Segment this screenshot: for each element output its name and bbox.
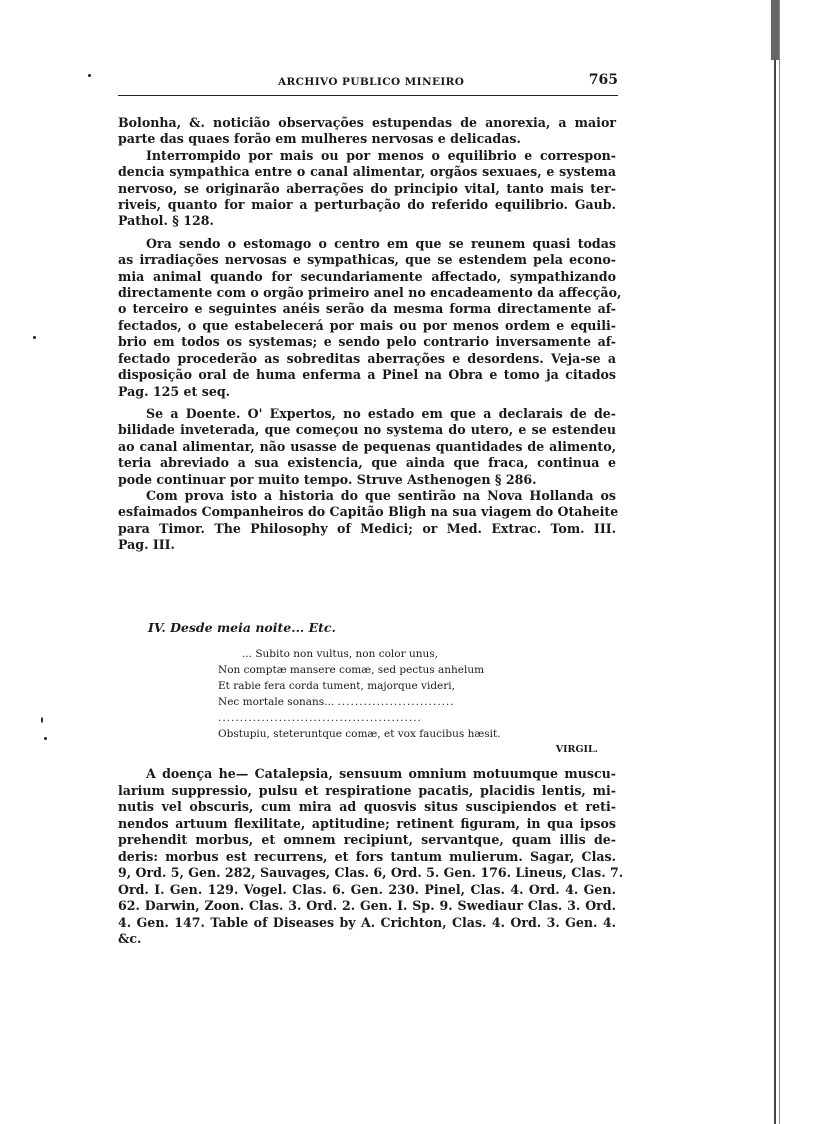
ellipsis-line: ............................................... <box>218 712 422 724</box>
page-edge-line <box>779 0 780 1124</box>
text-line: &c. <box>118 931 142 946</box>
text-line: nendos artuum flexilitate, aptitudine; retinent figuram, in qua ipsos <box>118 815 616 831</box>
text-line: 9, Ord. 5, Gen. 282, Sauvages, Clas. 6, Ord. 5. Gen. 176. Lineus, Clas. 7. <box>118 865 624 880</box>
paragraph <box>118 115 616 148</box>
text-line: Se a Doente. O' Expertos, no estado em que a declarais de de- <box>146 405 616 421</box>
verse-line: Non comptæ mansere comæ, sed pectus anhelum <box>218 664 485 676</box>
ellipsis-dots: ........................... <box>337 696 455 708</box>
text-line: bilidade inveterada, que começou no systema do utero, e se estendeu <box>118 422 616 438</box>
latin-verse-quote <box>218 646 598 758</box>
margin-mark <box>33 336 36 339</box>
text-line: disposição oral de huma enferma a Pinel na Obra e tomo ja citados <box>118 367 616 383</box>
text-line: as irradiações nervosas e sympathicas, que se estendem pela econo- <box>118 252 616 268</box>
text-line: prehendit morbus, et omnem recipiunt, servantque, quam illis de- <box>118 832 616 847</box>
page-header <box>118 72 618 92</box>
margin-mark <box>88 74 91 77</box>
verse-attribution: VIRGIL. <box>555 744 598 755</box>
text-line: Ord. I. Gen. 129. Vogel. Clas. 6. Gen. 230. Pinel, Clas. 4. Ord. 4. Gen. <box>118 881 616 897</box>
text-line: nutis vel obscuris, cum mira ad quosvis situs suscipiendos et reti- <box>118 799 616 814</box>
text-line: o terceiro e seguintes anéis serão da mesma forma directamente af- <box>118 301 616 317</box>
text-line: para Timor. The Philosophy of Medici; or Med. Extrac. Tom. III. <box>118 520 616 536</box>
text-line: Ora sendo o estomago o centro em que se reunem quasi todas <box>146 235 616 251</box>
paragraph-continued <box>118 164 616 230</box>
text-line: directamente com o orgão primeiro anel no encadeamento da affecção, <box>118 285 622 301</box>
text-line: Interrompido por mais ou por menos o equilibrio e correspon- <box>146 147 616 163</box>
verse-line: ... Subito non vultus, non color unus, <box>242 648 438 660</box>
page-number: 765 <box>588 72 618 88</box>
verse-line: Nec mortale sonans... ........................... <box>218 696 455 708</box>
section-heading-iv: IV. Desde meia noite... Etc. <box>148 620 336 635</box>
paragraph <box>118 406 616 422</box>
paragraph <box>118 148 616 164</box>
paragraph-continued <box>118 504 619 553</box>
page-edge-shadow <box>771 0 779 60</box>
paragraph <box>118 236 616 252</box>
text-line: 62. Darwin, Zoon. Clas. 3. Ord. 2. Gen. I. Sp. 9. Swediaur Clas. 3. Ord. <box>118 898 616 913</box>
text-line: 4. Gen. 147. Table of Diseases by A. Crichton, Clas. 4. Ord. 3. Gen. 4. <box>118 914 616 930</box>
verse-line: Obstupiu, steteruntque comæ, et vox faucibus hæsit. <box>218 728 501 740</box>
text-line: fectado procederão as sobreditas aberrações e desordens. Veja-se a <box>118 350 616 366</box>
text-line: ao canal alimentar, não usasse de pequenas quantidades de alimento, <box>118 438 616 454</box>
paragraph-continued <box>118 252 622 400</box>
text-line: Pathol. § 128. <box>118 213 214 229</box>
page-edge-line <box>774 0 776 1124</box>
paragraph-continued <box>118 422 616 488</box>
text-line: nervoso, se originarão aberrações do principio vital, tanto mais ter- <box>118 180 616 196</box>
running-head: ARCHIVO PUBLICO MINEIRO <box>278 76 465 88</box>
header-rule <box>118 95 618 96</box>
margin-mark <box>41 717 43 723</box>
text-line: A doença he— Catalepsia, sensuum omnium motuumque muscu- <box>146 766 616 781</box>
text-line: brio em todos os systemas; e sendo pelo contrario inversamente af- <box>118 334 616 350</box>
text-line: pode continuar por muito tempo. Struve Asthenogen § 286. <box>118 471 537 487</box>
text-line: parte das quaes forão em mulheres nervosas e delicadas. <box>118 131 521 147</box>
catalepsia-paragraph <box>118 766 624 948</box>
verse-line: Et rabie fera corda tument, majorque videri, <box>218 680 455 692</box>
text-line: deris: morbus est recurrens, et fors tantum mulierum. Sagar, Clas. <box>118 848 616 864</box>
text-line: Bolonha, &. noticião observações estupendas de anorexia, a maior <box>118 115 616 130</box>
text-line: Pag. 125 et seq. <box>118 383 231 399</box>
text-line: mia animal quando for secundariamente affectado, sympathizando <box>118 268 616 284</box>
margin-mark <box>44 737 47 740</box>
text-line: riveis, quanto for maior a perturbação do referido equilibrio. Gaub. <box>118 197 616 213</box>
text-line: Com prova isto a historia do que sentirão na Nova Hollanda os <box>146 487 616 503</box>
text-line: esfaimados Companheiros do Capitão Bligh na sua viagem do Otaheite <box>118 504 619 520</box>
paragraph <box>118 488 616 504</box>
main-text-block <box>118 115 622 554</box>
text-line: larium suppressio, pulsu et respiratione pacatis, placidis lentis, mi- <box>118 782 616 798</box>
text-line: dencia sympathica entre o canal alimentar, orgãos sexuaes, e systema <box>118 164 616 180</box>
text-line: Pag. III. <box>118 537 175 553</box>
text-line: fectados, o que estabelecerá por mais ou por menos ordem e equili- <box>118 317 616 333</box>
text-line: teria abreviado a sua existencia, que ainda que fraca, continua e <box>118 455 616 471</box>
